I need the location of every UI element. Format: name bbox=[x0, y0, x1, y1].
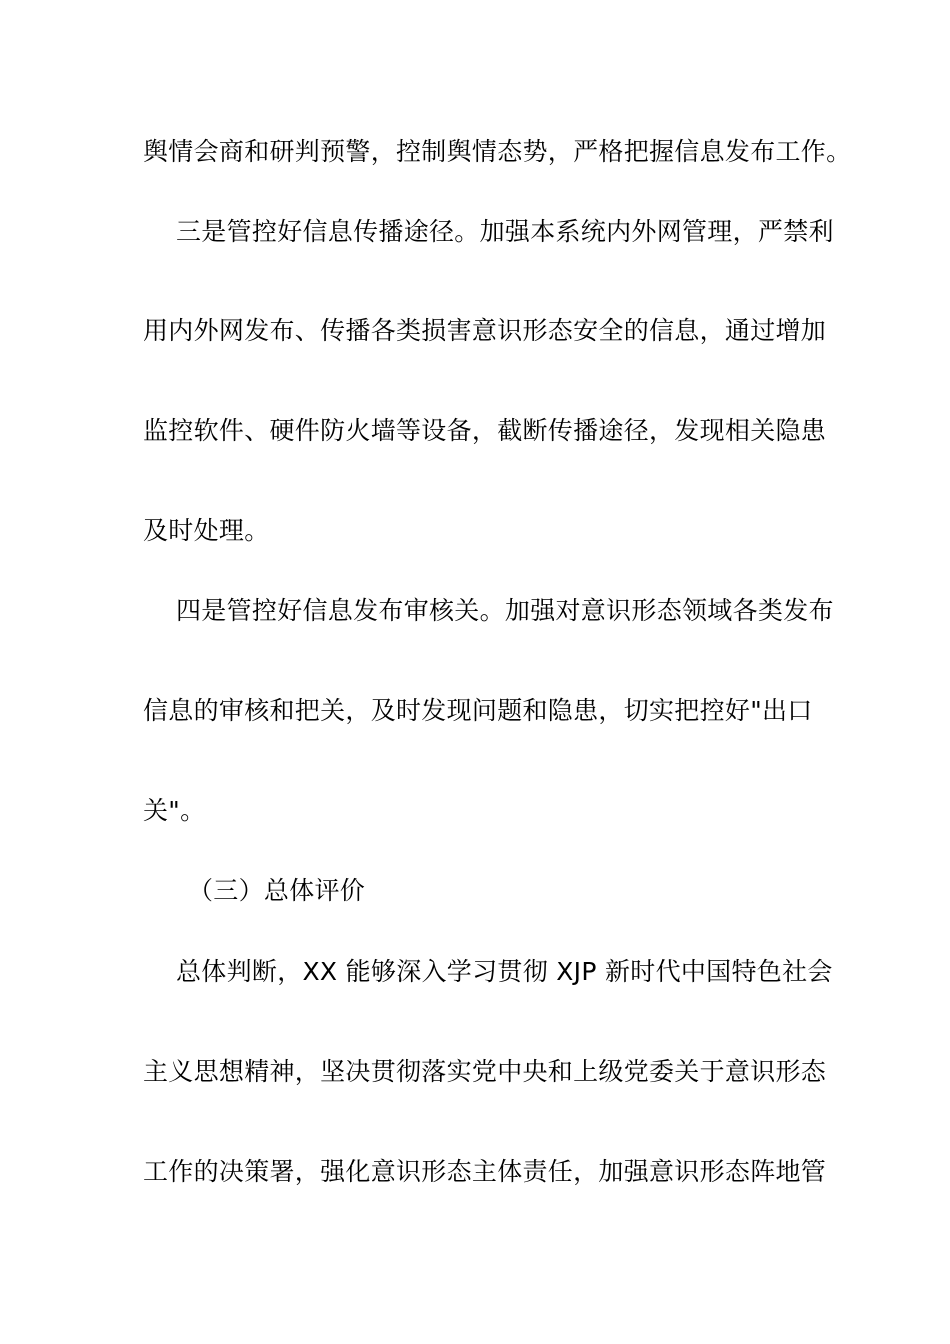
paragraph-line: 总体判断，XX 能够深入学习贯彻 XJP 新时代中国特色社会 bbox=[176, 957, 833, 986]
section-heading: （三）总体评价 bbox=[188, 876, 366, 905]
paragraph-line: 监控软件、硬件防火墙等设备，截断传播途径，发现相关隐患 bbox=[143, 416, 827, 445]
paragraph-line: 四是管控好信息发布审核关。加强对意识形态领域各类发布 bbox=[176, 596, 834, 625]
paragraph-line: 关"。 bbox=[143, 796, 206, 825]
paragraph-line: 舆情会商和研判预警，控制舆情态势，严格把握信息发布工作。 bbox=[143, 137, 852, 166]
paragraph-line: 三是管控好信息传播途径。加强本系统内外网管理，严禁利 bbox=[176, 217, 834, 246]
paragraph-line: 主义思想精神，坚决贯彻落实党中央和上级党委关于意识形态 bbox=[143, 1057, 827, 1086]
paragraph-line: 工作的决策署，强化意识形态主体责任，加强意识形态阵地管 bbox=[143, 1157, 827, 1186]
paragraph-line: 及时处理。 bbox=[143, 516, 270, 545]
paragraph-line: 信息的审核和把关，及时发现问题和隐患，切实把控好"出口 bbox=[143, 696, 813, 725]
paragraph-line: 用内外网发布、传播各类损害意识形态安全的信息，通过增加 bbox=[143, 316, 827, 345]
